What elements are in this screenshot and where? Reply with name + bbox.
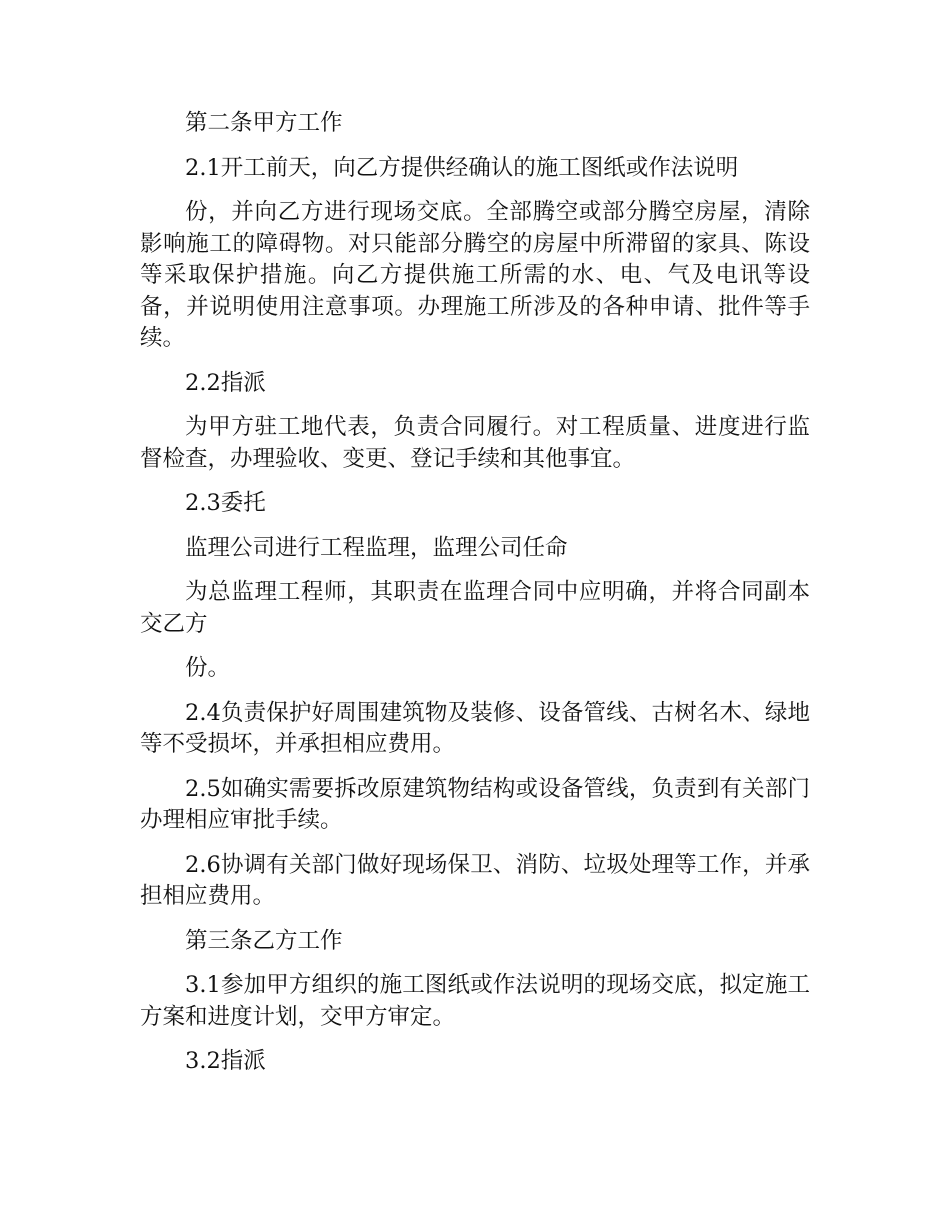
heading-article-3: 第三条乙方工作 bbox=[185, 927, 343, 954]
clause-2-1-continued: 份，并向乙方进行现场交底。全部腾空或部分腾空房屋，清除影响施工的障碍物。对只能部分腾空的房屋中所滞留的家具、陈设等采取保护措施。向乙方提供施工所需的水、电、气及电讯等设备，并说明使用注意事项。办理施工所涉及的各种申请、批件等手续。 bbox=[140, 199, 810, 351]
clause-2-3-continued-3: 份。 bbox=[185, 655, 231, 681]
clause-2-6: 2.6协调有关部门做好现场保卫、消防、垃圾处理等工作，并承担相应费用。 bbox=[140, 851, 810, 909]
clause-2-5: 2.5如确实需要拆改原建筑物结构或设备管线，负责到有关部门办理相应审批手续。 bbox=[140, 775, 810, 833]
clause-2-3-continued-2: 为总监理工程师，其职责在监理合同中应明确，并将合同副本交乙方 bbox=[140, 579, 810, 637]
clause-2-1: 2.1开工前天，向乙方提供经确认的施工图纸或作法说明 bbox=[185, 154, 739, 181]
clause-3-1: 3.1参加甲方组织的施工图纸或作法说明的现场交底，拟定施工方案和进度计划，交甲方审定。 bbox=[140, 972, 810, 1030]
clause-3-2: 3.2指派 bbox=[185, 1048, 266, 1074]
document-body bbox=[140, 108, 810, 1091]
clause-2-2: 2.2指派 bbox=[185, 369, 266, 396]
clause-2-2-continued: 为甲方驻工地代表，负责合同履行。对工程质量、进度进行监督检查，办理验收、变更、登记手续和其他事宜。 bbox=[140, 414, 810, 472]
heading-article-2: 第二条甲方工作 bbox=[185, 110, 343, 136]
clause-2-3: 2.3委托 bbox=[185, 490, 266, 516]
clause-2-3-continued: 监理公司进行工程监理，监理公司任命 bbox=[185, 534, 568, 561]
clause-2-4: 2.4负责保护好周围建筑物及装修、设备管线、古树名木、绿地等不受损坏，并承担相应费用。 bbox=[140, 699, 810, 757]
